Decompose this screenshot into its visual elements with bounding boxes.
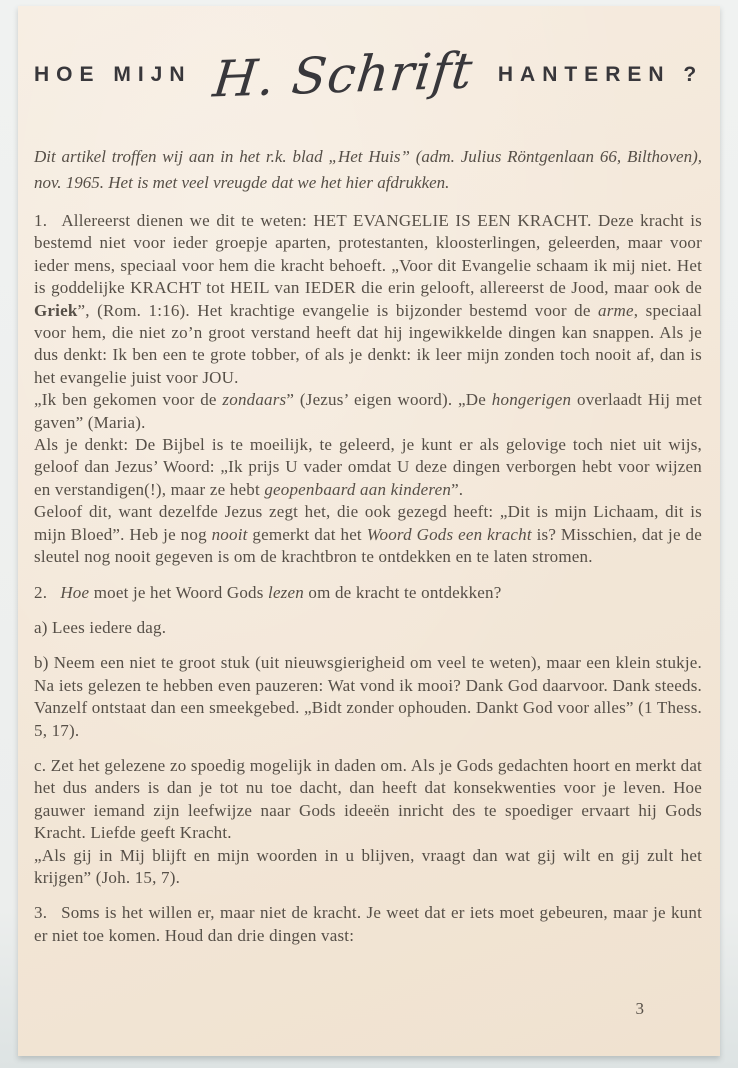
title-prefix: HOE MIJN — [34, 63, 192, 86]
intro-paragraph: Dit artikel troffen wij aan in het r.k. blad „Het Huis” (adm. Julius Röntgenlaan 66, Bilthoven), nov. 1965. Het is met veel vreugde dat we het hier afdrukken. — [34, 147, 702, 192]
paragraph-1-opening: 1. Allereerst dienen we dit te weten: HET EVANGELIE IS EEN KRACHT. Deze kracht is bestemd niet voor ieder groepje aparten, protestanten, kloosterlingen, geleerden, maar voor ieder mens, speciaal voor hem die kracht behoeft. „Voor dit Evangelie schaam ik mij niet. Het is goddelijke KRACHT tot HEIL van IEDER die erin gelooft, allereerst de Jood, maar ook de Griek”, (Rom. 1:16). Het krachtige evangelie is bijzonder bestemd voor de arme, speciaal voor hem, die niet zo’n groot verstand heeft dat hij ingewikkelde dingen kan snappen. Als je dus denkt: Ik ben een te grote tobber, of als je denkt: ik leer mijn zonden toch nooit af, dan is het evangelie juist voor JOU. — [34, 211, 702, 387]
paragraph-1-bijbel-moeilijk: Als je denkt: De Bijbel is te moeilijk, te geleerd, je kunt er als gelovige toch niet uit wijs, geloof dan Jezus’ Woord: „Ik prijs U vader omdat U deze dingen verborgen hebt voor wijzen en verstandigen(!), maar ze hebt geopenbaard aan kinderen”. — [34, 435, 702, 499]
page-title — [34, 41, 704, 109]
page — [18, 6, 720, 1056]
body-text — [34, 210, 702, 947]
page-number: 3 — [635, 999, 644, 1018]
paragraph-2b: b) Neem een niet te groot stuk (uit nieuwsgierigheid om veel te weten), maar een klein stukje. Na iets gelezen te hebben even pauzeren: Wat vond ik mooi? Dank God daarvoor. Dank steeds. Vanzelf ontstaat dan een smeekgebed. „Bidt zonder ophouden. Dankt God voor alles” (1 Thess. 5, 17). — [34, 653, 702, 740]
paragraph-2c: c. Zet het gelezene zo spoedig mogelijk in daden om. Als je Gods gedachten hoort en merkt dat het dus anders is dan je tot nu toe dacht, dan heeft dat konsekwenties voor je leven. Hoe gauwer iemand zijn leefwijze naar Gods ideeën inricht des te spoediger ervaart hij Gods Kracht. Liefde geeft Kracht. — [34, 755, 702, 843]
title-script-handwriting: H. Schrift — [209, 41, 476, 109]
paragraph-1-geloof-dit: Geloof dit, want dezelfde Jezus zegt het, die ook gezegd heeft: „Dit is mijn Lichaam, dit is mijn Bloed”. Heb je nog nooit gemerkt dat het Woord Gods een kracht is? Misschien, dat je de sleutel nog nooit gegeven is om de krachtbron te ontdekken en te laten stromen. — [34, 502, 702, 567]
paragraph-2a: a) Lees iedere dag. — [34, 617, 167, 637]
paragraph-2c-citaat: „Als gij in Mij blijft en mijn woorden in u blijven, vraagt dan wat gij wilt en gij zult het krijgen” (Joh. 15, 7). — [34, 845, 702, 887]
paragraph-2-heading: 2. Hoe moet je het Woord Gods lezen om de kracht te ontdekken? — [34, 582, 502, 602]
paragraph-1-zondaars: „Ik ben gekomen voor de zondaars” (Jezus’ eigen woord). „De hongerigen overlaadt Hij met gaven” (Maria). — [34, 390, 703, 432]
title-suffix: HANTEREN ? — [497, 63, 704, 86]
paragraph-3: 3. Soms is het willen er, maar niet de kracht. Je weet dat er iets moet gebeuren, maar je kunt er niet toe komen. Houd dan drie dingen vast: — [34, 903, 702, 945]
